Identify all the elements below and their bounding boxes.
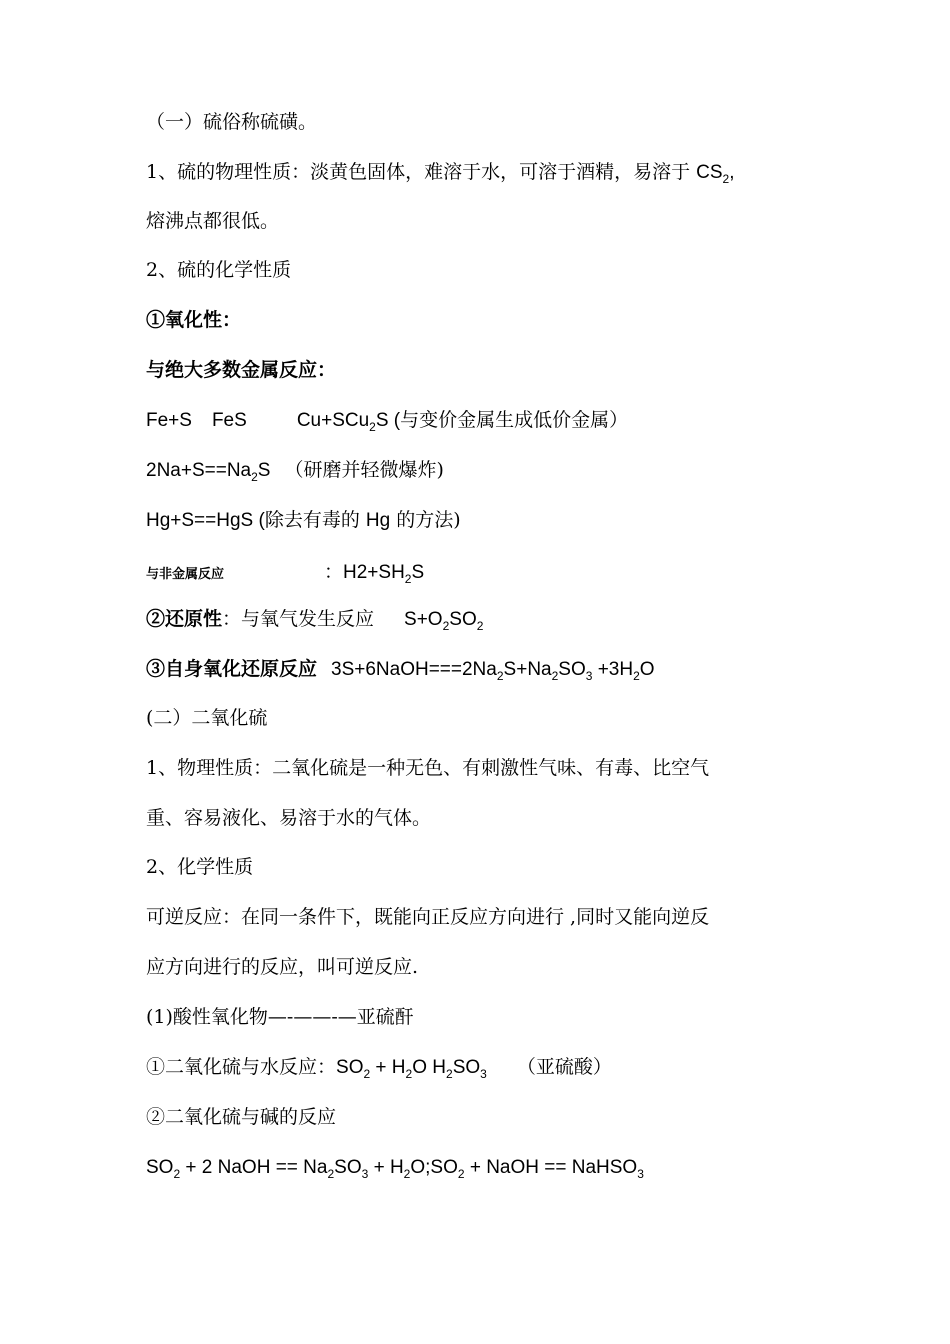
- section-heading-sulfur: （一）硫俗称硫磺。: [146, 111, 318, 133]
- paragraph-so2-physical-cont: 重、容易液化、易溶于水的气体。: [146, 807, 432, 829]
- heading-chemical-properties: 2、硫的化学性质: [146, 259, 292, 281]
- equation-reducing: ②还原性：与氧气发生反应 $S+O_2SO_2$: [146, 608, 484, 633]
- paragraph-reversible-cont: 应方向进行的反应，叫可逆反应.: [146, 956, 419, 978]
- equation-hg: Hg+S==HgS (除去有毒的 Hg 的方法): [146, 509, 461, 531]
- section-heading-so2: (二）二氧化硫: [146, 707, 268, 729]
- paragraph-reversible: 可逆反应：在同一条件下，既能向正反应方向进行 ,同时又能向逆反: [146, 906, 710, 928]
- paragraph-so2-physical: 1、物理性质：二氧化硫是一种无色、有刺激性气味、有毒、比空气: [146, 757, 710, 779]
- equation-so2-naoh: $SO_2 + 2$ NaOH == $Na_2SO_3$ + $H_2O;SO_2$ + NaOH == NaHSO$_3$: [146, 1157, 644, 1181]
- paragraph-physical-properties: 1、硫的物理性质：淡黄色固体，难溶于水，可溶于酒精，易溶于 $CS_2$,: [146, 161, 735, 186]
- equation-so2-water: ①二氧化硫与水反应：$SO_2 + H_2O$ $H_2SO_3$ （亚硫酸）: [146, 1056, 612, 1081]
- equation-fe-cu: Fe+S FeS Cu+SCu$_2$S (与变价金属生成低价金属）: [146, 409, 629, 434]
- equation-na: $2Na+S==Na_2S$ （研磨并轻微爆炸): [146, 459, 444, 484]
- equation-self-redox: ③自身氧化还原反应 $3S+6NaOH===2Na_2S+Na_2SO_3 +3H_2O$: [146, 658, 655, 683]
- paragraph-physical-properties-cont: 熔沸点都很低。: [146, 210, 280, 232]
- heading-oxidizing: ①氧化性：: [146, 309, 242, 331]
- heading-metal-reaction: 与绝大多数金属反应：: [146, 359, 337, 381]
- equation-nonmetal: 与非金属反应 ：$H2+SH_2S$: [146, 562, 425, 586]
- heading-acidic-oxide: (1)酸性氧化物—-——-—亚硫酐: [146, 1006, 414, 1028]
- heading-so2-chemical: 2、化学性质: [146, 856, 254, 878]
- heading-so2-base: ②二氧化硫与碱的反应: [146, 1106, 337, 1128]
